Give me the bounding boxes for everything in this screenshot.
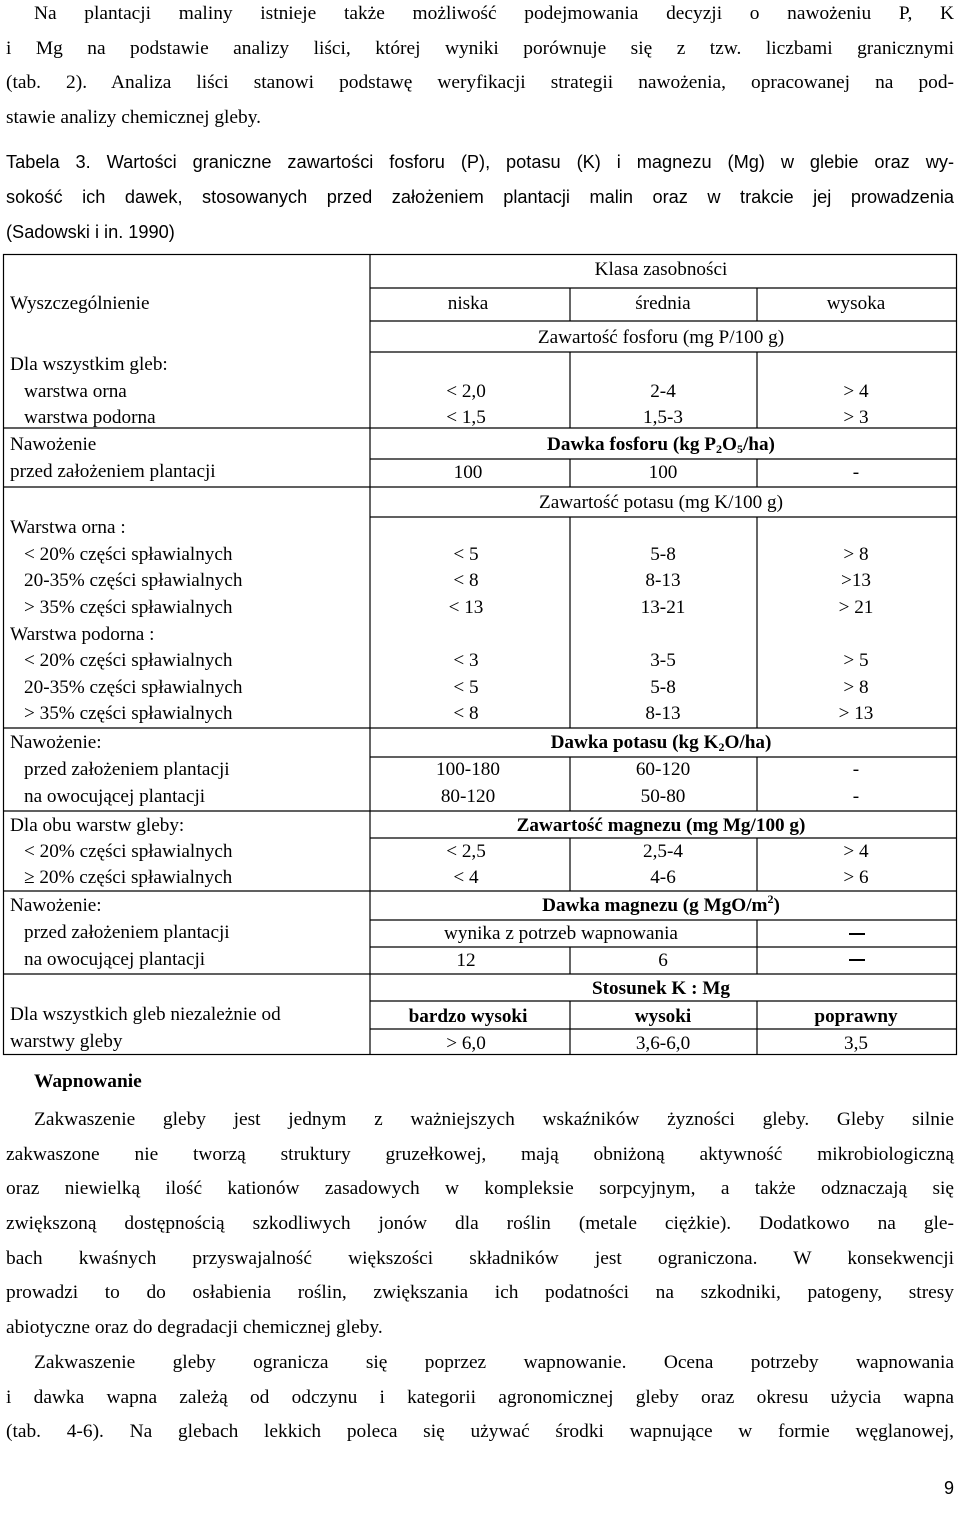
- k-podorna-group: Warstwa podorna :: [10, 624, 155, 645]
- dash-mark: [849, 933, 865, 935]
- mg-dose-header: Dawka magnezu (g MgO/$m^2$): [542, 892, 780, 916]
- row-label: warstwa orna: [24, 381, 127, 402]
- cell: 50-80: [640, 786, 686, 807]
- page-number: 9: [943, 1478, 954, 1498]
- class-col-wysoka: wysoka: [826, 293, 886, 314]
- cell: > 6,0: [446, 1033, 486, 1054]
- cell: 5-8: [650, 544, 676, 565]
- ratio-col: wysoki: [634, 1006, 692, 1027]
- cell: < 5: [453, 677, 479, 698]
- cell: 8-13: [645, 570, 681, 591]
- row-label: < 20% części spławialnych: [24, 650, 233, 671]
- body-paragraph-2: [6, 1346, 954, 1450]
- fertilization-table: [0, 253, 960, 1058]
- body-line: Zakwaszenie gleby ogranicza się poprzez wapnowanie. Ocena potrzeby wapnowania: [34, 1352, 954, 1373]
- cell: 3-5: [650, 650, 676, 671]
- class-col-srednia: średnia: [635, 293, 691, 314]
- cell: > 21: [838, 597, 874, 618]
- cell: 6: [658, 950, 668, 971]
- intro-line: stawie analizy chemicznej gleby.: [6, 107, 262, 129]
- row-header: Wyszczególnienie: [10, 293, 150, 314]
- cell: 5-8: [650, 677, 676, 698]
- row-label: warstwa podorna: [24, 407, 156, 428]
- cell: 100: [648, 462, 678, 483]
- cell: 60-120: [635, 759, 691, 780]
- class-col-niska: niska: [447, 293, 489, 314]
- cell: < 2,5: [446, 841, 486, 862]
- cell: 3,5: [844, 1033, 868, 1054]
- cell: 13-21: [640, 597, 686, 618]
- cell: 12: [456, 950, 476, 971]
- cell: > 13: [838, 703, 874, 724]
- table-caption: [6, 145, 954, 250]
- cell: < 3: [453, 650, 479, 671]
- cell: 2,5-4: [643, 841, 683, 862]
- row-label: przed założeniem plantacji: [24, 922, 230, 943]
- cell: > 5: [843, 650, 869, 671]
- intro-paragraph: [6, 0, 954, 136]
- row-label: na owocującej plantacji: [24, 786, 206, 807]
- row-label: 20-35% części spławialnych: [24, 570, 243, 591]
- cell: < 2,0: [446, 381, 486, 402]
- row-label: > 35% części spławialnych: [24, 597, 233, 618]
- caption-line: sokość ich dawek, stosowanych przed założeniem plantacji malin oraz w trakcie jej prowadzenia: [6, 187, 954, 207]
- cell: < 5: [453, 544, 479, 565]
- cell: 1,5-3: [643, 407, 683, 428]
- mg-group-label: Dla obu warstw gleby:: [10, 815, 185, 836]
- ratio-header: Stosunek K : Mg: [591, 978, 731, 999]
- body-line: abiotyczne oraz do degradacji chemicznej gleby.: [6, 1317, 383, 1339]
- cell: 100-180: [436, 759, 500, 780]
- body-line: oraz niewielką ilość kationów zasadowych w kompleksie sorpcyjnym, a także odznaczają się: [6, 1178, 954, 1200]
- ratio-label: Dla wszystkich gleb niezależnie od: [10, 1004, 281, 1025]
- cell: 4-6: [650, 867, 676, 888]
- cell: < 8: [453, 703, 479, 724]
- caption-line: (Sadowski i in. 1990): [6, 222, 175, 242]
- k-content-header: Zawartość potasu (mg K/100 g): [538, 492, 784, 513]
- cell: 3,6-6,0: [635, 1033, 691, 1054]
- section-heading: Wapnowanie: [34, 1071, 142, 1092]
- cell: -: [852, 759, 860, 780]
- cell: 2-4: [650, 381, 676, 402]
- body-line: i dawka wapna zależą od odczynu i kategorii agronomicznej gleby oraz okresu użycia wapna: [6, 1386, 954, 1408]
- row-label: na owocującej plantacji: [24, 949, 206, 970]
- row-label: ≥ 20% części spławialnych: [24, 867, 233, 888]
- k-orna-group: Warstwa orna :: [10, 517, 126, 538]
- cell: >13: [840, 570, 872, 591]
- dash-mark: [849, 959, 865, 961]
- merged-cell: wynika z potrzeb wapnowania: [444, 923, 678, 944]
- row-label: < 20% części spławialnych: [24, 841, 233, 862]
- cell: 100: [453, 462, 483, 483]
- intro-line: Na plantacji maliny istnieje także możliwość podejmowania decyzji o nawożeniu P, K: [34, 3, 954, 24]
- cell: < 4: [453, 867, 479, 888]
- body-line: Zakwaszenie gleby jest jednym z ważniejszych wskaźników żyzności gleby. Gleby silnie: [34, 1109, 954, 1130]
- body-line: bach kwaśnych przyswajalność większości składników jest ograniczona. W konsekwencji: [6, 1247, 954, 1269]
- cell: > 4: [843, 381, 869, 402]
- mg-fert-label: Nawożenie:: [10, 895, 102, 916]
- cell: > 6: [843, 867, 869, 888]
- ratio-label: warstwy gleby: [10, 1031, 123, 1052]
- cell: 8-13: [645, 703, 681, 724]
- cell: < 8: [453, 570, 479, 591]
- cell: < 1,5: [446, 407, 486, 428]
- cell: > 4: [843, 841, 869, 862]
- row-label: < 20% części spławialnych: [24, 544, 233, 565]
- ratio-col: bardzo wysoki: [408, 1006, 528, 1027]
- p-content-header: Zawartość fosforu (mg P/100 g): [537, 327, 785, 348]
- cell: > 8: [843, 677, 869, 698]
- body-paragraph-1: [6, 1103, 954, 1346]
- intro-line: (tab. 2). Analiza liści stanowi podstawę weryfikacji strategii nawożenia, opracowanej na pod-: [6, 72, 954, 94]
- cell: > 8: [843, 544, 869, 565]
- body-line: zakwaszone nie tworzą struktury gruzełkowej, mają obniżoną aktywność mikrobiologiczną: [6, 1143, 954, 1165]
- intro-line: i Mg na podstawie analizy liści, której wyniki porównuje się z tzw. liczbami granicznymi: [6, 37, 954, 59]
- k-dose-header: Dawka potasu (kg $K_2O/ha$): [550, 732, 772, 754]
- row-label: > 35% części spławialnych: [24, 703, 233, 724]
- p-group-label: Dla wszystkim gleb:: [10, 354, 168, 375]
- cell: 80-120: [440, 786, 496, 807]
- p-dose-header: Dawka fosforu (kg $P_2O_5/ha$): [547, 434, 775, 456]
- body-line: zwiększoną dostępnością szkodliwych jonów dla roślin (metale ciężkie). Dodatkowo na gle-: [6, 1213, 954, 1235]
- caption-line: Tabela 3. Wartości graniczne zawartości fosforu (P), potasu (K) i magnezu (Mg) w glebie oraz wy-: [6, 152, 954, 172]
- body-line: prowadzi to do osłabienia roślin, zwiększania ich podatności na szkodniki, patogeny, stresy: [6, 1282, 954, 1304]
- k-fert-label: Nawożenie:: [10, 732, 102, 753]
- mg-content-header: Zawartość magnezu (mg Mg/100 g): [516, 815, 806, 836]
- body-line: (tab. 4-6). Na glebach lekkich poleca się używać środki wapnujące w formie węglanowej,: [6, 1421, 954, 1443]
- row-label: 20-35% części spławialnych: [24, 677, 243, 698]
- cell: < 13: [448, 597, 484, 618]
- row-label: przed założeniem plantacji: [24, 759, 230, 780]
- cell: -: [852, 786, 860, 807]
- cell: > 3: [843, 407, 869, 428]
- ratio-col: poprawny: [814, 1006, 898, 1027]
- p-fert-label: Nawożenie: [10, 434, 97, 455]
- row-label: przed założeniem plantacji: [10, 461, 216, 482]
- cell: -: [852, 462, 860, 483]
- klasa-header: Klasa zasobności: [594, 259, 728, 280]
